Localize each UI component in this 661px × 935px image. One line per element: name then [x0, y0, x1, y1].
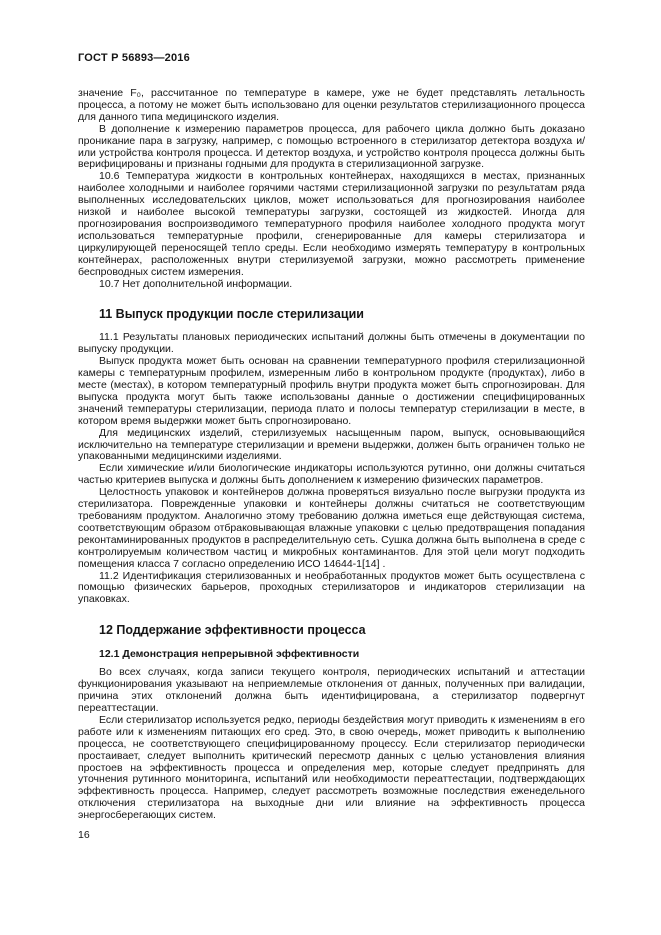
- section-heading: 12 Поддержание эффективности процесса: [99, 623, 366, 638]
- page-number: 16: [78, 829, 90, 842]
- paragraph: Выпуск продукта может быть основан на сравнении температурного профиля стерилизационной камеры с температурным профилем, измеренным либо в контрольном продукте (продуктах), либо в месте (местах), в котором температурный профиль внутри продукта может быть спрогнозирован. Для выпуска продукта могут быть также использованы данные о достижении специфицированных значений температуры стерилизации, периода плато и полосы температур стерилизации в месте, в котором время выдержки может быть спрогнозировано.: [78, 355, 585, 427]
- paragraph: 11.2 Идентификация стерилизованных и необработанных продуктов может быть осуществлена с помощью физических барьеров, проходных стерилизаторов и индикаторов стерилизации на упаковках.: [78, 569, 585, 606]
- paragraph: значение F₀, рассчитанное по температуре в камере, уже не будет представлять летальность процесса, а потому не может быть использовано для оценки результатов стерилизационного процесса для данного типа медицинского изделия.: [78, 87, 585, 123]
- paragraph: 10.6 Температура жидкости в контрольных контейнерах, находящихся в местах, признанных наиболее холодными и наиболее горячими частями стерилизационной загрузки по результатам ряда выполненных исследовательских циклов, может использоваться для прогнозирования наиболее низкой и наиболее высокой температуры загрузки, состоящей из жидкостей. Иногда для прогнозирования воспроизводимого температурного профиля наиболее холодного продукта могут использоваться температурные профили, сгенерированные для камеры стерилизатора и циркулирующей переносящей тепло среды. Если необходимо измерять температуру в контрольных контейнерах, расположенных внутри стерилизуемой загрузки, можно рассмотреть применение беспроводных систем измерения.: [78, 170, 585, 278]
- paragraph: Если стерилизатор используется редко, периоды бездействия могут приводить к изменениям в его работе или к изменениям питающих его сред. Это, в свою очередь, может приводить к выполнению процесса, не соответствующего специфицированному процессу. Если стерилизатор периодически простаивает, следует выполнить критический пересмотр данных с целью установления влияния простоев на эффективность процесса и определения мер, которые следует предпринять для уточнения рутинного мониторинга, испытаний или необходимости переаттестации, подтверждающих эффективность процесса. Например, следует рассмотреть возможные последствия еженедельного отключения стерилизатора на выходные дни или влияние на эффективность процесса энергосберегающих систем.: [78, 713, 585, 822]
- paragraph: В дополнение к измерению параметров процесса, для рабочего цикла должно быть доказано проникание пара в загрузку, например, с помощью встроенного в стерилизатор детектора воздуха и/или устройства контроля процесса. И детектор воздуха, и устройство контроля процесса должны быть верифицированы и признаны годными для продукта в стерилизационной загрузке.: [78, 122, 585, 171]
- section-subheading: 12.1 Демонстрация непрерывной эффективности: [99, 648, 360, 661]
- paragraph: 11.1 Результаты плановых периодических испытаний должны быть отмечены в документации по выпуску продукции.: [78, 331, 585, 356]
- document-number: ГОСТ Р 56893—2016: [78, 52, 190, 64]
- paragraph: Целостность упаковок и контейнеров должна проверяться визуально после выгрузки продукта из стерилизатора. Поврежденные упаковки и контейнеры должны считаться не соответствующим требованиям продуктом. Аналогично этому требованию должна иметься еще действующая система, соответствующим образом отбраковывающая влажные упаковки с целью предотвращения попадания реконтаминированных продуктов в распределительную сеть. Сушка должна быть выполнена в среде с контролируемым количеством частиц и микробных контаминантов. Для этой цели могут подходить помещения класса 7 согласно определению ИСО 14644-1[14] .: [78, 486, 585, 570]
- paragraph: 10.7 Нет дополнительной информации.: [99, 277, 293, 290]
- paragraph: Если химические и/или биологические индикаторы используются рутинно, они должны считаться частью критериев выпуска и должны быть дополнением к измерению физических параметров.: [78, 462, 585, 487]
- document-content: [78, 88, 585, 822]
- paragraph: Для медицинских изделий, стерилизуемых насыщенным паром, выпуск, основывающийся исключительно на температуре стерилизации и времени выдержки, должен быть ограничен только не упакованными медицинскими изделиями.: [78, 426, 585, 463]
- section-heading: 11 Выпуск продукции после стерилизации: [99, 307, 364, 322]
- paragraph: Во всех случаях, когда записи текущего контроля, периодических испытаний и аттестации функционирования указывают на неприемлемые отклонения от данных, полученных при валидации, причина этих отклонений должна быть идентифицирована, а стерилизатор подвергнут переаттестации.: [78, 666, 585, 714]
